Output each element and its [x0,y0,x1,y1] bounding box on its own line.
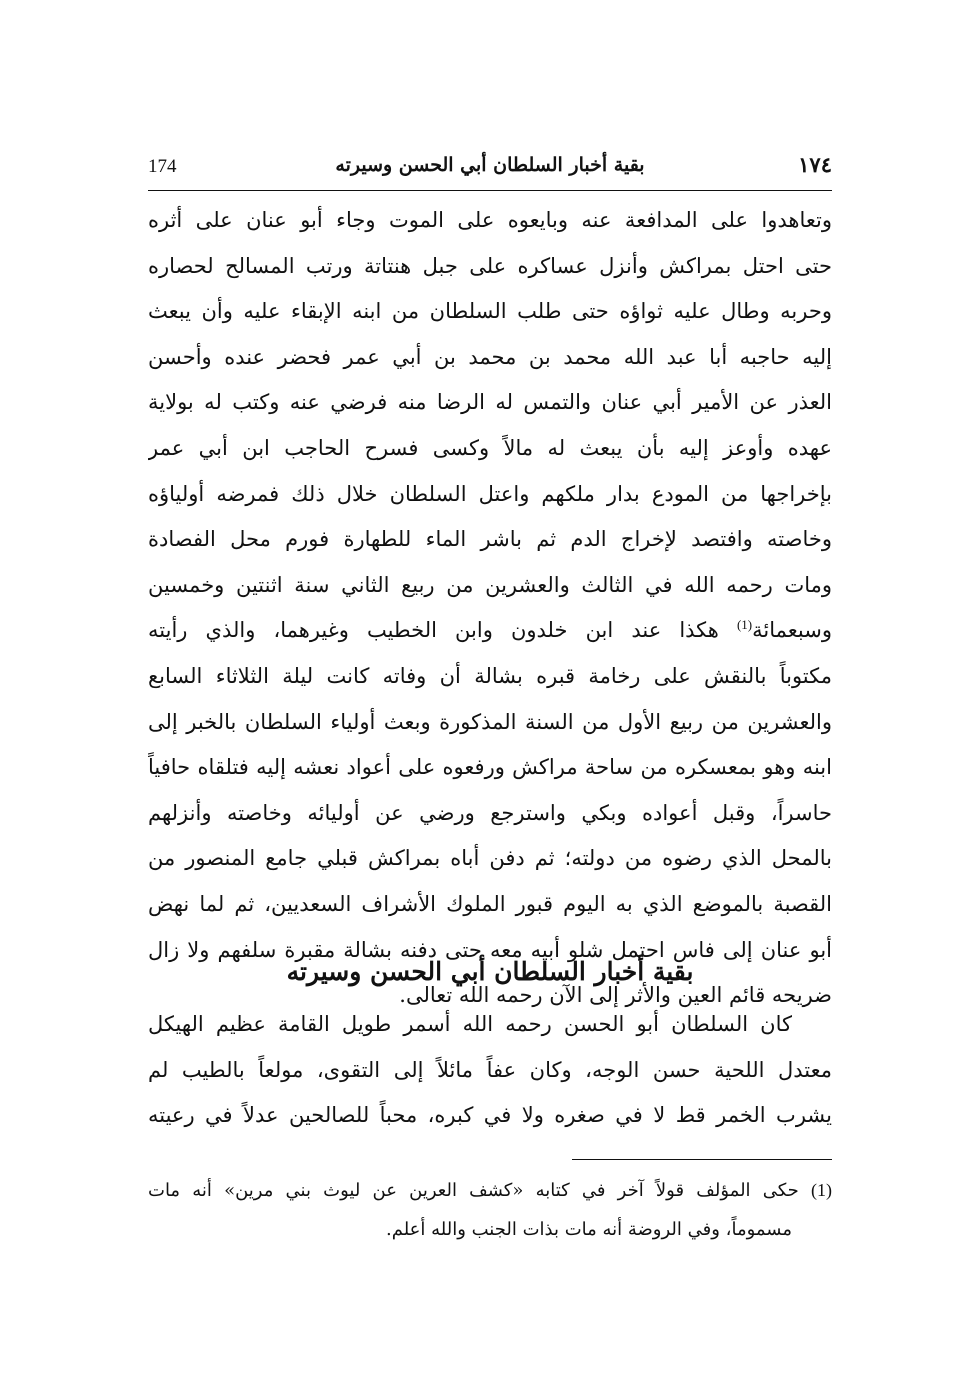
page-number-arabic: ١٧٤ [798,152,832,177]
page-number-latin: 174 [148,156,177,177]
text-line: حتى احتل بمراكش وأنزل عساكره على جبل هنتاتة ورتب المسالح لحصاره [148,253,832,278]
section-body-text [148,1002,832,1139]
text-line: القصبة بالموضع الذي به اليوم قبور الملوك الأشراف السعديين، ثم لما نهض [148,891,832,916]
text-line: يشرب الخمر قط لا في صغره ولا في كبره، محباً للصالحين عدلاً في رعيته [148,1103,832,1128]
footnotes [148,1170,832,1250]
text-line: وخاصته وافتصد لإخراج الدم ثم باشر الماء للطهارة فورم محل الفصادة [148,527,832,552]
page-header [148,150,832,190]
footnote-line [148,1170,832,1210]
text-line: ضريحه قائم العين والأثر إلى الآن رحمه الله تعالى. [399,983,832,1008]
text-segment: وسبعمائة [752,618,832,643]
footnote-line: مسموماً، وفي الروضة أنه مات بذات الجنب والله أعلم. [386,1219,792,1240]
section-heading: بقية أخبار السلطان أبي الحسن وسيرته [286,957,694,986]
footnote-marker: (1) [811,1180,832,1200]
body-text [148,198,832,1019]
text-line: أبو عنان إلى فاس احتمل شلو أبيه معه حتى دفنه بشالة مقبرة سلفهم ولا زال [148,937,832,962]
text-line: والعشرين من ربيع الأول من السنة المذكورة وبعث أولياء السلطان بالخبر إلى [148,709,832,734]
footnote-rule [572,1159,832,1160]
text-line: معتدل اللحية حسن الوجه، وكان عفاً مائلاً إلى التقوى، مولعاً بالطيب لم [148,1057,832,1082]
text-line: وتعاهدوا على المدافعة عنه وبايعوه على الموت وجاء أبو عنان على أثره [148,208,832,232]
text-line: كان السلطان أبو الحسن رحمه الله أسمر طويل القامة عظيم الهيكل [148,1012,792,1036]
text-line: وحربه وطال عليه ثواؤه حتى طلب السلطان من ابنه الإبقاء عليه وأن يبعث [148,299,832,324]
text-line: مكتوباً بالنقش على رخامة قبره بشالة أن وفاته كانت ليلة الثلاثاء السابع [148,663,832,688]
header-rule [148,190,832,191]
text-line: حاسراً، وقبل أعواده وبكي واسترجع ورضي عن أوليائه وخاصته وأنزلهم [148,800,832,825]
text-segment: هكذا عند ابن خلدون وابن الخطيب وغيرهما، والذي رأيته [148,618,737,643]
text-line: عهده وأوعز إليه بأن يبعث له مالاً وكسى فسرح الحاجب ابن أبي عمر [148,435,832,460]
text-line: العذر عن الأمير أبي عنان والتمس له الرضا منه فرضي عنه وكتب له بولاية [148,390,832,415]
text-line: ابنه وهو بمعسكره من ساحة مراكش ورفعوه على أعواد نعشه إليه فتلقاه حافياً [148,755,832,780]
running-title: بقية أخبار السلطان أبي الحسن وسيرته [335,154,645,176]
text-line: إليه حاجبه أبا عبد الله محمد بن محمد بن أبي عمر فحضر عنده وأحسن [148,344,832,369]
footnote-reference[interactable]: (1) [736,617,753,633]
footnote-text: حكى المؤلف قولاً آخر في كتابه «كشف العرين عن ليوث بني مرين» أنه مات [148,1180,799,1201]
text-line-with-footnote-ref [148,608,832,654]
text-line: بالمحل الذي رضوه من دولته؛ ثم دفن أباه بمراكش قبلي جامع المنصور من [148,846,832,871]
text-line: ومات رحمه الله في الثالث والعشرين من ربيع الثاني سنة اثنتين وخمسين [148,572,832,597]
text-line: بإخراجها من المودع بدار ملكهم واعتل السلطان خلال ذلك فمرضه أولياؤه [148,481,832,506]
